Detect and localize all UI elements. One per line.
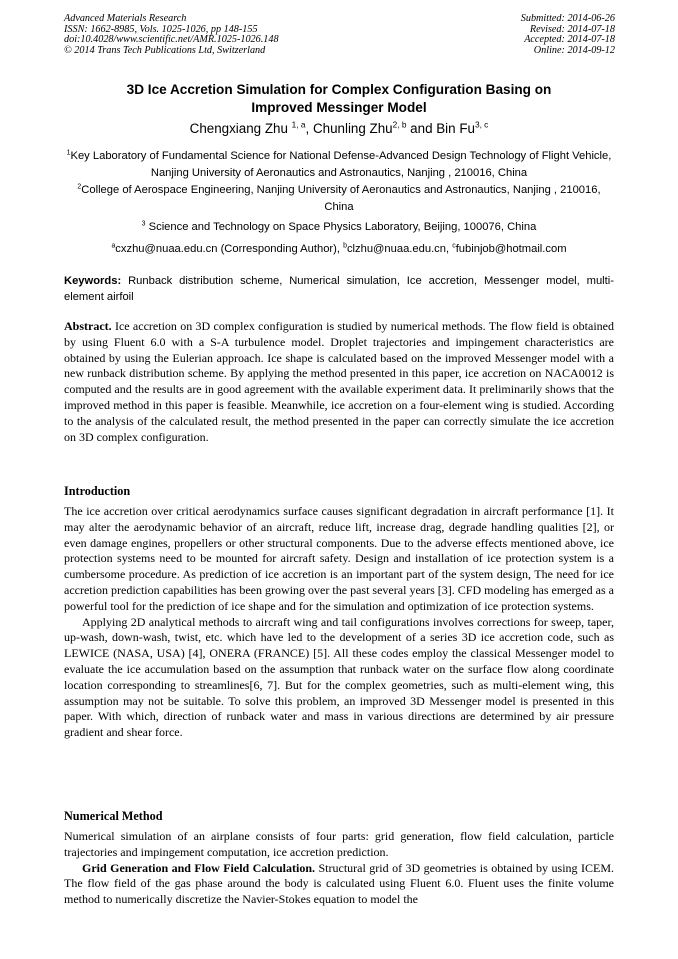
journal-issn: ISSN: 1662-8985, Vols. 1025-1026, pp 148-155 (64, 23, 258, 35)
intro-paragraph-1: The ice accretion over critical aerodynamics surface causes significant degradation in aircraft performance [1]. It may alter the aerodynamic behavior of an aircraft, reduce lift, increase drag, degrade handling qualities [2], or even damage engines, propellers or other structural components. Due to the adverse effects mentioned above, ice protection systems need to be mounted for aircraft safety. Design and installation of ice protection system is a cumbersome procedure. As prediction of ice accretion is an important part of the system design, The need for ice accretion prediction capabilities has been growing over the past several years [3]. CFD modeling has emerged as a powerful tool for the prediction of ice shape and for the simulation and optimization of ice protection systems. (64, 504, 614, 613)
affiliation-1 (64, 148, 614, 181)
publication-dates (521, 14, 615, 56)
nm-paragraph-2 (64, 861, 614, 908)
author-list (60, 120, 618, 138)
paper-title-line-1: 3D Ice Accretion Simulation for Complex Configuration Basing on (126, 82, 552, 97)
author-separator: and (406, 121, 437, 136)
email-marker: a (111, 242, 116, 250)
journal-name: Advanced Materials Research (64, 13, 187, 24)
affiliation-text: Key Laboratory of Fundamental Science for National Defense-Advanced Design Technology of Flight Vehicle, Nanjing University of Aeronautics and Astronautics, Nanjing , 210016, China (70, 150, 612, 179)
author-name: Chunling Zhu (312, 121, 393, 136)
journal-doi: doi:10.4028/www.scientific.net/AMR.1025-1026.148 (64, 34, 279, 46)
keywords (64, 274, 614, 305)
subsection-title: Grid Generation and Flow Field Calculation. (82, 860, 316, 875)
abstract-text: Ice accretion on 3D complex configuration is studied by numerical methods. The flow field is obtained by using Fluent 6.0 with a S-A turbulence model. Droplet trajectories and impingement characteristics are obtained by using the Eulerian approach. Ice shape is calculated based on the improved Messenger model with a new runback distribution scheme. By applying the method presented in this paper, ice accretion on NACA0012 is computed and the results are in good agreement with the available experiment data. It preliminarily shows that the improved method in this paper is feasible. Meanwhile, ice accretion on a four-element wing is studied. According to the analysis of the calculated result, the method presented in the paper can correctly simulate the ice accretion on 3D complex configuration. (64, 319, 614, 444)
email-list (64, 241, 614, 258)
author-superscript: 2, b (392, 119, 407, 130)
email-c: fubinjob@hotmail.com (455, 243, 567, 255)
author-separator: , (305, 121, 313, 136)
affiliation-number: 2 (77, 183, 82, 191)
date-online: Online: 2014-09-12 (533, 44, 615, 56)
keywords-text: Runback distribution scheme, Numerical simulation, Ice accretion, Messenger model, multi-element airfoil (64, 275, 614, 303)
keywords-label: Keywords: (64, 275, 122, 287)
date-submitted: Submitted: 2014-06-26 (520, 13, 615, 24)
abstract-label: Abstract. (64, 319, 112, 333)
author-superscript: 1, a (291, 119, 306, 130)
date-accepted: Accepted: 2014-07-18 (524, 34, 615, 46)
affiliation-3 (64, 219, 614, 236)
paper-title (60, 81, 618, 117)
author-superscript: 3, c (474, 119, 489, 130)
email-marker: c (452, 242, 456, 250)
abstract (64, 319, 614, 445)
journal-copyright: © 2014 Trans Tech Publications Ltd, Switzerland (64, 44, 266, 56)
email-marker: b (343, 242, 347, 250)
nm-paragraph-2-text: Structural grid of 3D geometries is obtained by using ICEM. The flow field of the gas phase around the body is calculated using Fluent 6.0. Fluent uses the finite volume method to numerically discretize the Navier-Stokes equation to model the (64, 860, 614, 907)
affiliation-text: College of Aerospace Engineering, Nanjing University of Aeronautics and Astronautics, Nanjing , 210016, China (81, 184, 601, 213)
numerical-method-body (64, 829, 614, 908)
author-name: Chengxiang Zhu (189, 121, 288, 136)
affiliation-text: Science and Technology on Space Physics Laboratory, Beijing, 100076, China (145, 221, 537, 233)
affiliation-number: 3 (141, 220, 146, 228)
author-name: Bin Fu (436, 121, 475, 136)
intro-paragraph-2: Applying 2D analytical methods to aircraft wing and tail configurations involves corrections for sweep, taper, up-wash, down-wash, twist, etc. which have led to the development of a series 3D ice accretion code, such as LEWICE (NASA, USA) [4], ONERA (FRANCE) [5]. All these codes employ the classical Messenger model to evaluate the ice accumulation based on the assumption that runback water on the surface flow along coordinate location corresponding to streamlines[6, 7]. But for the complex geometries, such as multi-element wing, this assumption may not be suitable. To solve this problem, an improved 3D Messenger model is presented in this paper. With which, direction of runback water and mass in various directions are determined by air pressure gradient and shear force. (64, 614, 614, 740)
affiliation-2 (64, 182, 614, 215)
journal-info (64, 14, 279, 56)
date-revised: Revised: 2014-07-18 (529, 23, 615, 35)
section-heading-numerical-method: Numerical Method (64, 809, 163, 823)
nm-paragraph-1: Numerical simulation of an airplane consists of four parts: grid generation, flow field calculation, particle trajectories and impingement computation, ice accretion prediction. (64, 829, 614, 859)
paper-title-line-2: Improved Messinger Model (251, 100, 427, 115)
introduction-body (64, 504, 614, 741)
section-heading-introduction: Introduction (64, 484, 131, 498)
email-b: clzhu@nuaa.edu.cn, (346, 243, 453, 255)
affiliation-number: 1 (66, 149, 71, 157)
email-a: cxzhu@nuaa.edu.cn (Corresponding Author), (115, 243, 344, 255)
